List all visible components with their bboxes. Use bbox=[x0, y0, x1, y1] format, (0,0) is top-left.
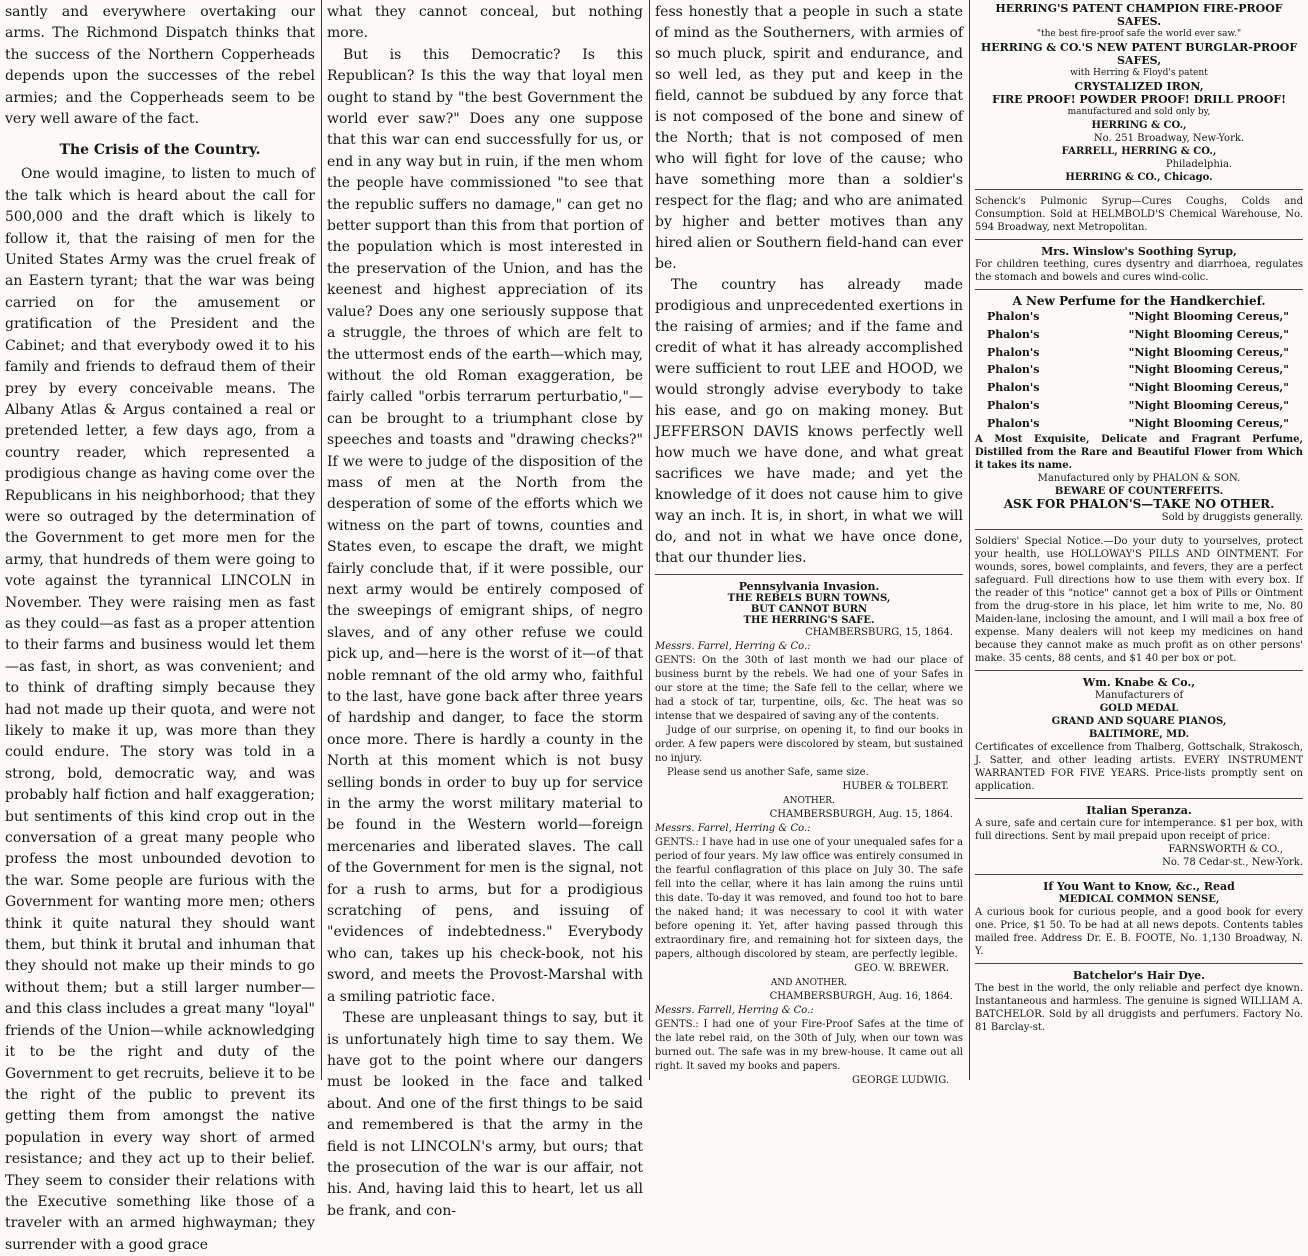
phalon-name: Phalon's bbox=[987, 345, 1040, 359]
signature: GEORGE LUDWIG. bbox=[851, 1075, 949, 1086]
divider bbox=[655, 574, 963, 575]
knabe-ad bbox=[975, 676, 1303, 793]
phalon-name: Phalon's bbox=[987, 310, 1040, 323]
ad-line: "the best fire-proof safe the world ever saw." bbox=[1036, 29, 1242, 39]
section-label: AND ANOTHER. bbox=[770, 978, 848, 988]
batchelor-ad bbox=[975, 969, 1303, 1034]
ad-body: The best in the world, the only reliable and perfect dye known. Instantaneous and harmless. The genuine is signed WILLIAM A. BATCHELOR. Sold by all druggists and perfumers. Factory No. 81 Barclay-st. bbox=[975, 982, 1303, 1033]
letter-text: GENTS.: I had one of your Fire-Proof Safes at the time of the late rebel raid, on the 30th of July, when our town was burned out. The safe was in my brew-house. It came out all right. It saved my books and papers. bbox=[655, 1019, 963, 1072]
phalon-list bbox=[975, 308, 1303, 433]
ad-line: HERRING & CO., bbox=[1091, 120, 1187, 131]
ad-line: FARNSWORTH & CO., bbox=[1168, 843, 1283, 855]
ad-line: BEWARE OF COUNTERFEITS. bbox=[1054, 485, 1224, 497]
divider bbox=[975, 289, 1303, 290]
schenck-ad: Schenck's Pulmonic Syrup—Cures Coughs, Colds and Consumption. Sold at HELMBOLD'S Chemical Warehouse, No. 594 Broadway, next Metropolitan. bbox=[975, 196, 1303, 233]
letter-text: GENTS.: I have had in use one of your unequaled safes for a period of four years. My law office was entirely consumed in the fearful conflagration of this place on July 30. The safe fell into the cellar, where it has lain among the ruins until this date. To-day it was removed, and found too hot to bare the naked hand; it was necessary to cool it with water before opening it. Yet, after having passed through this extraordinary fire, and remaining hot for sixteen days, the papers, although discolored by steam, are perfectly legible. bbox=[655, 837, 963, 960]
continued-paragraph: what they cannot conceal, but nothing more. bbox=[327, 4, 643, 42]
ad-line: CRYSTALIZED IRON, bbox=[1074, 80, 1204, 93]
phalon-product: "Night Blooming Cereus," bbox=[1128, 363, 1289, 377]
divider bbox=[975, 798, 1303, 799]
ad-line: HERRING & CO.'S NEW PATENT BURGLAR-PROOF SAFES, bbox=[980, 41, 1298, 67]
ad-line: with Herring & Floyd's patent bbox=[1070, 68, 1208, 78]
ad-line: FIRE PROOF! POWDER PROOF! DRILL PROOF! bbox=[992, 93, 1286, 106]
article-body: One would imagine, to listen to much of the talk which is heard about the call for 500,000 and the draft which is likely to follow it, that the raising of men for the United States Army was the cruel freak of an Eastern tyrant; that the war was being carried on for the amusement or gratification of the President and the Cabinet; and that everybody owed it to his family and friends to defraud them of their prey by every conceivable means. The Albany Atlas & Argus contained a real or pretended letter, a few days ago, from a country reader, which represented a prodigious change as having come over the Republicans in his neighborhood; that they were so outraged by the determination of the Government to get more men for the army, that hundreds of them were going to vote against the tyrannical LINCOLN in November. They were raising men as fast as they could—as fast as a proper attention to their farms and business would let them—as fast, in short, as was convenient; and to think of drafting simply because they had not made up their quota, and were not likely to make it up, was more than they could endure. The story was told in a strong, bold, democratic way, and was probably half fiction and half exaggeration; but sentiments of this kind crop out in the conversation of a great many people who profess the most unbounded devotion to the war. Some people are furious with the Government for wanting more men; others think it quite natural they should want them, but think it brutal and inhuman that they should not make up their minds to go without them; but a still larger number—and this class includes a great many "loyal" friends of the Union—while acknowledging it to be the right and duty of the Government to get recruits, believe it to be the right of the public to prevent its getting them from amongst the native population in every way short of armed resistance; and they act up to their belief. They seem to consider their relations with the Executive something like those of a traveler with an armed highwayman; they surrender with a good grace bbox=[5, 166, 315, 1253]
ad-line: FARRELL, HERRING & CO., bbox=[1061, 146, 1217, 157]
divider bbox=[975, 189, 1303, 190]
ad-subtitle: THE REBELS BURN TOWNS, bbox=[727, 593, 891, 604]
phalon-row bbox=[975, 379, 1303, 397]
herring-safes-ad bbox=[975, 2, 1303, 184]
ad-subtitle: THE HERRING'S SAFE. bbox=[743, 615, 875, 626]
medical-ad bbox=[975, 880, 1303, 958]
ad-line: HERRING & CO., Chicago. bbox=[1065, 172, 1213, 183]
phalon-row bbox=[975, 326, 1303, 344]
divider bbox=[975, 874, 1303, 875]
ad-title: Mrs. Winslow's Soothing Syrup, bbox=[1041, 245, 1237, 258]
holloway-ad: Soldiers' Special Notice.—Do your duty to yourselves, protect your health, use HOLLOWAY'S PILLS AND OINTMENT. For wounds, sores, bowel complaints, and fevers, they are a perfect safeguard. Full directions how to use them with every box. If the reader of this "notice" cannot get a box of Pills or Ointment from the drug-store in his place, let him write to me, No. 80 Maiden-lane, inclosing the amount, and I will mail a box free of expense. Many dealers will not keep my medicines on hand because they cannot make as much profit as on other persons' make. 35 cents, 88 cents, and $1 40 per box or pot. bbox=[975, 535, 1303, 664]
phalon-row bbox=[975, 397, 1303, 415]
salutation: Messrs. Farrell, Herring & Co.: bbox=[655, 1005, 814, 1016]
letter-text: Please send us another Safe, same size. bbox=[667, 767, 869, 778]
letter-text: GENTS: On the 30th of last month we had our place of business burnt by the rebels. We had one of your Safes in our store at the time; the Safe fell to the cellar, where we had a stock of tar, turpentine, oils, &c. The heat was so intense that we despaired of saving any of the contents. bbox=[655, 655, 963, 722]
phalon-name: Phalon's bbox=[987, 381, 1040, 395]
phalon-product: "Night Blooming Cereus," bbox=[1128, 381, 1289, 395]
phalon-row bbox=[975, 415, 1303, 433]
phalon-product: "Night Blooming Cereus," bbox=[1128, 398, 1289, 412]
ad-line: Manufacturers of bbox=[1094, 689, 1184, 701]
phalon-row bbox=[975, 361, 1303, 379]
column-2 bbox=[322, 0, 648, 1219]
ad-line: Philadelphia. bbox=[1165, 159, 1233, 170]
divider bbox=[975, 529, 1303, 530]
phalon-product: "Night Blooming Cereus," bbox=[1128, 327, 1289, 341]
phalon-ad bbox=[975, 295, 1303, 524]
ad-line: No. 78 Cedar-st., New-York. bbox=[1162, 856, 1303, 868]
dateline: CHAMBERSBURG, 15, 1864. bbox=[805, 627, 953, 638]
dateline: CHAMBERSBURGH, Aug. 15, 1864. bbox=[769, 809, 953, 820]
phalon-name: Phalon's bbox=[987, 363, 1040, 377]
ad-line: HERRING'S PATENT CHAMPION FIRE-PROOF SAFES. bbox=[995, 2, 1283, 28]
ad-subtitle: BUT CANNOT BURN bbox=[750, 604, 868, 615]
column-4 bbox=[970, 0, 1308, 1080]
ad-title: Wm. Knabe & Co., bbox=[1082, 675, 1196, 689]
column-3 bbox=[650, 0, 968, 1086]
ad-line: manufactured and sold only by, bbox=[1067, 107, 1211, 117]
divider bbox=[975, 963, 1303, 964]
ad-body: A curious book for curious people, and a good book for every one. Price, $1 50. To be had at all news depots. Contents tables mailed free. Address Dr. E. B. FOOTE, No. 1,130 Broadway, N. Y. bbox=[975, 906, 1303, 957]
winslow-ad bbox=[975, 245, 1303, 284]
phalon-row bbox=[975, 344, 1303, 362]
herring-testimonial-ad bbox=[655, 580, 963, 1088]
ad-line: MEDICAL COMMON SENSE, bbox=[1058, 893, 1220, 905]
divider bbox=[975, 670, 1303, 671]
ad-line: BALTIMORE, MD. bbox=[1088, 728, 1190, 740]
ad-body: For children teething, cures dysentry and diarrhoea, regulates the stomach and bowels and cures wind-colic. bbox=[975, 259, 1303, 283]
ad-title: Pennsylvania Invasion. bbox=[738, 580, 880, 593]
phalon-product: "Night Blooming Cereus," bbox=[1128, 416, 1289, 430]
dateline: CHAMBERSBURGH, Aug. 16, 1864. bbox=[769, 991, 953, 1002]
ad-body: Certificates of excellence from Thalberg, Gottschalk, Strakosch, J. Satter, and other leading artists. EVERY INSTRUMENT WARRANTED FOR FIVE YEARS. Price-lists promptly sent on application. bbox=[975, 741, 1303, 792]
article-paragraph: The country has already made prodigious and unprecedented exertions in the raising of armies; and if the fame and credit of what it has already accomplished were sufficient to rout LEE and HOOD, we would strongly advise everybody to take his ease, and go on making money. But JEFFERSON DAVIS knows perfectly well how much we have done, and what great sacrifices we have made; and yet the knowledge of it does not cause him to give way an inch. It is, in short, in what we will do, and not in what we have once done, that our thunder lies. bbox=[655, 277, 963, 566]
phalon-row bbox=[975, 308, 1303, 326]
section-label: ANOTHER. bbox=[783, 796, 835, 806]
divider bbox=[975, 239, 1303, 240]
ad-line: GOLD MEDAL bbox=[1099, 702, 1179, 714]
letter-text: Judge of our surprise, on opening it, to find our books in order. A few papers were discolored by steam, but sustained no injury. bbox=[655, 725, 963, 764]
ad-title: If You Want to Know, &c., Read bbox=[1043, 879, 1235, 893]
article-paragraph: But is this Democratic? Is this Republican? Is this the way that loyal men ought to stand by "the best Government the world ever saw?" Does any one suppose that this war can end successfully for us, or end in any way but in ruin, if the men whom the people have commissioned "to see that the republic suffers no damage," can get no better support than this from that portion of the population which is most interested in the preservation of the Union, and has the keenest and highest appreciation of its value? Does any one seriously suppose that a struggle, the throes of which are felt to the uttermost ends of the earth—which may, without the old Roman exaggeration, be fairly called "orbis terrarum perturbatio,"—can be brought to a triumphant close by speeches and toasts and "drawing checks?" If we were to judge of the disposition of the mass of men at the North from the desperation of some of the efforts which we witness on the part of towns, counties and States even, to escape the draft, we might fairly conclude that, if it were possible, our next army would be entirely composed of the sweepings of emigrant ships, of negro slaves, and of any other refuse we could pick up, and—here is the worst of it—of that noble remnant of the old army who, faithful to the last, have gone back after three years of hardship and danger, to face the storm once more. There is hardly a county in the North at this moment which is not busy selling bonds in order to buy up for service in the army the worst military material to be found in the Western world—foreign mercenaries and liberated slaves. The call of the Government for men is the signal, not for a rush to arms, but for a prodigious scratching of pens, and issuing of "evidences of indebtedness." Everybody who can, takes up his check-book, not his sword, and meets the Provost-Marshal with a smiling patriotic face. bbox=[327, 46, 643, 1005]
article-heading: The Crisis of the Country. bbox=[59, 142, 261, 159]
ad-line: Sold by druggists generally. bbox=[1161, 511, 1303, 523]
salutation: Messrs. Farrel, Herring & Co.: bbox=[655, 641, 811, 652]
salutation: Messrs. Farrel, Herring & Co.: bbox=[655, 823, 811, 834]
ad-body: A sure, safe and certain cure for intemperance. $1 per box, with full directions. Sent by mail prepaid upon receipt of price. bbox=[975, 817, 1303, 842]
phalon-name: Phalon's bbox=[987, 398, 1040, 412]
ad-body: A Most Exquisite, Delicate and Fragrant Perfume, Distilled from the Rare and Beautiful Flower from Which it takes its name. bbox=[975, 433, 1303, 471]
ad-line: ASK FOR PHALON'S—TAKE NO OTHER. bbox=[1003, 496, 1275, 511]
phalon-name: Phalon's bbox=[987, 416, 1040, 430]
phalon-product: "Night Blooming Cereus," bbox=[1128, 310, 1289, 323]
ad-line: Manufactured only by PHALON & SON. bbox=[1037, 472, 1241, 484]
column-1 bbox=[0, 0, 320, 1253]
ad-title: Italian Speranza. bbox=[1086, 803, 1192, 817]
speranza-ad bbox=[975, 804, 1303, 869]
ad-title: A New Perfume for the Handkerchief. bbox=[1012, 294, 1266, 308]
phalon-product: "Night Blooming Cereus," bbox=[1128, 345, 1289, 359]
ad-title: Batchelor's Hair Dye. bbox=[1073, 968, 1205, 982]
phalon-name: Phalon's bbox=[987, 327, 1040, 341]
ad-line: No. 251 Broadway, New-York. bbox=[1093, 133, 1245, 144]
lead-paragraph: santly and everywhere overtaking our arms. The Richmond Dispatch thinks that the success of the Northern Copperheads depends upon the successes of the rebel armies; and the Copperheads seem to be very well aware of the fact. bbox=[5, 4, 315, 128]
signature: HUBER & TOLBERT. bbox=[842, 781, 949, 792]
ad-line: GRAND AND SQUARE PIANOS, bbox=[1051, 715, 1227, 727]
continued-paragraph: fess honestly that a people in such a state of mind as the Southerners, with armies of so much pluck, spirit and endurance, and so well led, as they put and keep in the field, cannot be subdued by any force that is not composed of the bone and sinew of the North; that is not composed of men who will fight for love of the cause; who have something more than a soldier's respect for the flag; and who are animated by higher and better motives than any hired alien or Southern field-hand can ever be. bbox=[655, 4, 963, 272]
article-paragraph: These are unpleasant things to say, but it is unfortunately high time to say them. We have got to the point where our dangers must be looked in the face and talked about. And one of the first things to be said and remembered is that the army in the field is not LINCOLN's army, but ours; that the prosecution of the war is our affair, not his. And, having laid this to heart, let us all be frank, and con- bbox=[327, 1010, 643, 1219]
signature: GEO. W. BREWER. bbox=[854, 963, 949, 974]
